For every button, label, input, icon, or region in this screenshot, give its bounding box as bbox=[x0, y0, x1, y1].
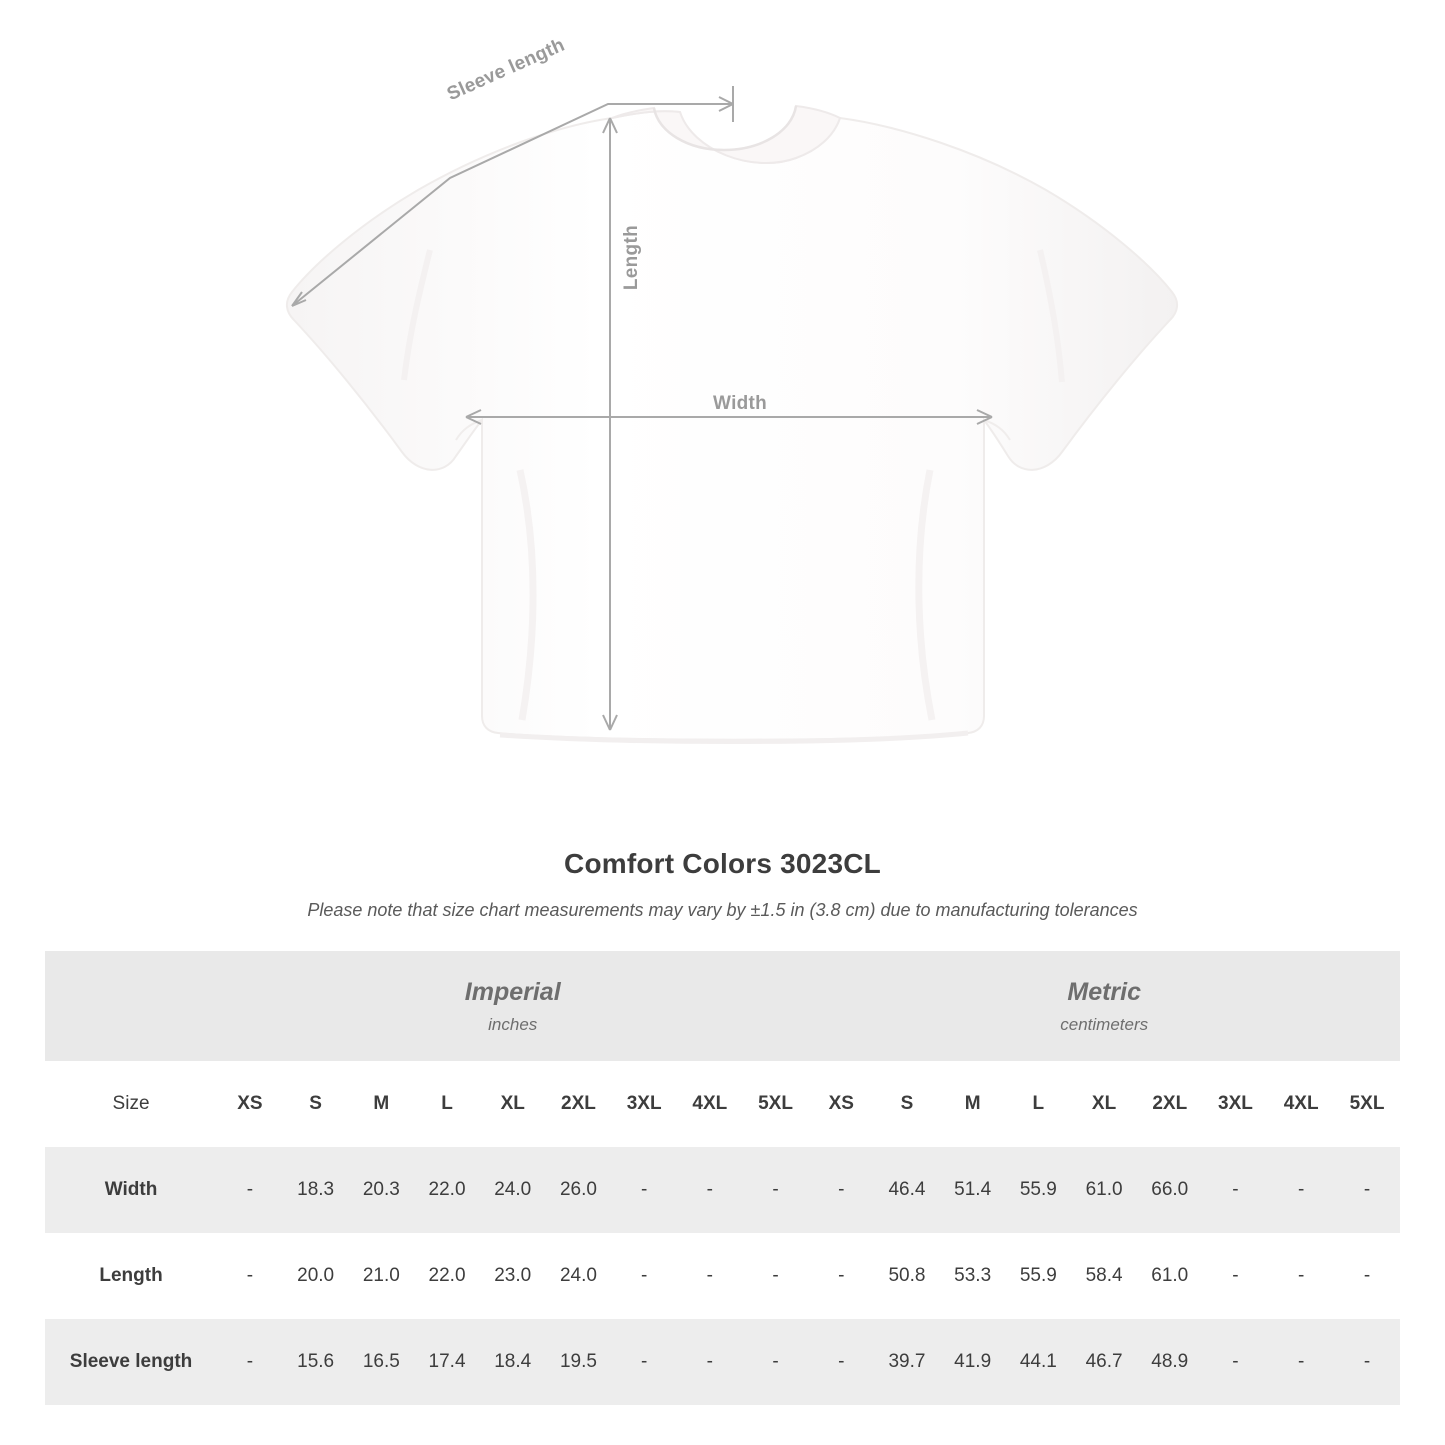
cell-width-metric-1: 46.4 bbox=[874, 1147, 940, 1233]
cell-sleeve-imperial-7: - bbox=[677, 1319, 743, 1405]
size-header-imperial-6: 3XL bbox=[611, 1061, 677, 1147]
cell-sleeve-imperial-2: 16.5 bbox=[348, 1319, 414, 1405]
cell-sleeve-imperial-6: - bbox=[611, 1319, 677, 1405]
cell-length-metric-8: - bbox=[1334, 1233, 1400, 1319]
size-header-metric-2: M bbox=[940, 1061, 1006, 1147]
cell-width-metric-0: - bbox=[808, 1147, 874, 1233]
cell-length-imperial-0: - bbox=[217, 1233, 283, 1319]
cell-sleeve-metric-1: 39.7 bbox=[874, 1319, 940, 1405]
cell-width-metric-4: 61.0 bbox=[1071, 1147, 1137, 1233]
size-header-row bbox=[45, 1061, 1400, 1147]
cell-width-imperial-0: - bbox=[217, 1147, 283, 1233]
cell-width-imperial-7: - bbox=[677, 1147, 743, 1233]
cell-sleeve-metric-5: 48.9 bbox=[1137, 1319, 1203, 1405]
size-header-metric-0: XS bbox=[808, 1061, 874, 1147]
cell-width-metric-8: - bbox=[1334, 1147, 1400, 1233]
cell-width-imperial-5: 26.0 bbox=[546, 1147, 612, 1233]
metric-title: Metric bbox=[1067, 978, 1142, 1007]
cell-length-imperial-7: - bbox=[677, 1233, 743, 1319]
cell-width-imperial-3: 22.0 bbox=[414, 1147, 480, 1233]
cell-length-metric-6: - bbox=[1203, 1233, 1269, 1319]
cell-width-imperial-1: 18.3 bbox=[283, 1147, 349, 1233]
row-label-length: Length bbox=[45, 1233, 217, 1319]
size-header-imperial-8: 5XL bbox=[743, 1061, 809, 1147]
size-header-metric-6: 3XL bbox=[1203, 1061, 1269, 1147]
size-header-imperial-7: 4XL bbox=[677, 1061, 743, 1147]
cell-sleeve-imperial-1: 15.6 bbox=[283, 1319, 349, 1405]
cell-length-imperial-8: - bbox=[743, 1233, 809, 1319]
cell-width-imperial-6: - bbox=[611, 1147, 677, 1233]
metric-sub: centimeters bbox=[1060, 1014, 1149, 1034]
size-header-imperial-3: L bbox=[414, 1061, 480, 1147]
sleeve-length-label: Sleeve length bbox=[444, 34, 569, 106]
size-header-metric-8: 5XL bbox=[1334, 1061, 1400, 1147]
cell-length-metric-4: 58.4 bbox=[1071, 1233, 1137, 1319]
unit-header-metric bbox=[808, 951, 1400, 1061]
cell-sleeve-imperial-3: 17.4 bbox=[414, 1319, 480, 1405]
cell-width-metric-3: 55.9 bbox=[1006, 1147, 1072, 1233]
cell-width-metric-2: 51.4 bbox=[940, 1147, 1006, 1233]
size-header-label: Size bbox=[45, 1061, 217, 1147]
cell-width-metric-6: - bbox=[1203, 1147, 1269, 1233]
cell-width-imperial-4: 24.0 bbox=[480, 1147, 546, 1233]
tolerance-note: Please note that size chart measurements may vary by ±1.5 in (3.8 cm) due to manufacturing tolerances bbox=[307, 900, 1138, 920]
cell-width-metric-7: - bbox=[1268, 1147, 1334, 1233]
cell-length-metric-3: 55.9 bbox=[1006, 1233, 1072, 1319]
size-header-imperial-4: XL bbox=[480, 1061, 546, 1147]
unit-header-imperial bbox=[217, 951, 808, 1061]
cell-sleeve-imperial-8: - bbox=[743, 1319, 809, 1405]
row-label-width: Width bbox=[45, 1147, 217, 1233]
cell-sleeve-metric-4: 46.7 bbox=[1071, 1319, 1137, 1405]
cell-width-imperial-2: 20.3 bbox=[348, 1147, 414, 1233]
row-label-sleeve-length: Sleeve length bbox=[45, 1319, 217, 1405]
cell-sleeve-metric-7: - bbox=[1268, 1319, 1334, 1405]
table-row bbox=[45, 1147, 1400, 1233]
length-label: Length bbox=[621, 225, 642, 291]
size-header-imperial-0: XS bbox=[217, 1061, 283, 1147]
size-header-metric-7: 4XL bbox=[1268, 1061, 1334, 1147]
cell-length-imperial-6: - bbox=[611, 1233, 677, 1319]
imperial-sub: inches bbox=[488, 1014, 538, 1034]
table-row bbox=[45, 1319, 1400, 1405]
cell-sleeve-imperial-0: - bbox=[217, 1319, 283, 1405]
cell-sleeve-imperial-5: 19.5 bbox=[546, 1319, 612, 1405]
imperial-title: Imperial bbox=[464, 978, 561, 1007]
cell-length-imperial-5: 24.0 bbox=[546, 1233, 612, 1319]
cell-sleeve-metric-6: - bbox=[1203, 1319, 1269, 1405]
cell-length-imperial-3: 22.0 bbox=[414, 1233, 480, 1319]
width-label: Width bbox=[713, 393, 768, 414]
size-header-metric-3: L bbox=[1006, 1061, 1072, 1147]
cell-sleeve-metric-2: 41.9 bbox=[940, 1319, 1006, 1405]
cell-length-imperial-4: 23.0 bbox=[480, 1233, 546, 1319]
size-chart-table bbox=[45, 951, 1400, 1405]
unit-header-row bbox=[45, 951, 1400, 1061]
unit-header-spacer bbox=[45, 951, 217, 1061]
shirt-body bbox=[287, 111, 1177, 740]
size-header-metric-4: XL bbox=[1071, 1061, 1137, 1147]
size-header-imperial-2: M bbox=[348, 1061, 414, 1147]
size-chart-table-wrap bbox=[45, 951, 1400, 1405]
size-header-metric-5: 2XL bbox=[1137, 1061, 1203, 1147]
title-block bbox=[0, 848, 1445, 921]
cell-sleeve-imperial-4: 18.4 bbox=[480, 1319, 546, 1405]
cell-length-imperial-2: 21.0 bbox=[348, 1233, 414, 1319]
cell-length-metric-2: 53.3 bbox=[940, 1233, 1006, 1319]
size-header-metric-1: S bbox=[874, 1061, 940, 1147]
size-header-imperial-5: 2XL bbox=[546, 1061, 612, 1147]
cell-width-metric-5: 66.0 bbox=[1137, 1147, 1203, 1233]
page-title: Comfort Colors 3023CL bbox=[564, 848, 881, 879]
cell-sleeve-metric-8: - bbox=[1334, 1319, 1400, 1405]
cell-length-metric-5: 61.0 bbox=[1137, 1233, 1203, 1319]
cell-length-metric-7: - bbox=[1268, 1233, 1334, 1319]
cell-length-imperial-1: 20.0 bbox=[283, 1233, 349, 1319]
cell-width-imperial-8: - bbox=[743, 1147, 809, 1233]
cell-length-metric-1: 50.8 bbox=[874, 1233, 940, 1319]
cell-length-metric-0: - bbox=[808, 1233, 874, 1319]
table-row bbox=[45, 1233, 1400, 1319]
cell-sleeve-metric-3: 44.1 bbox=[1006, 1319, 1072, 1405]
size-header-imperial-1: S bbox=[283, 1061, 349, 1147]
cell-sleeve-metric-0: - bbox=[808, 1319, 874, 1405]
